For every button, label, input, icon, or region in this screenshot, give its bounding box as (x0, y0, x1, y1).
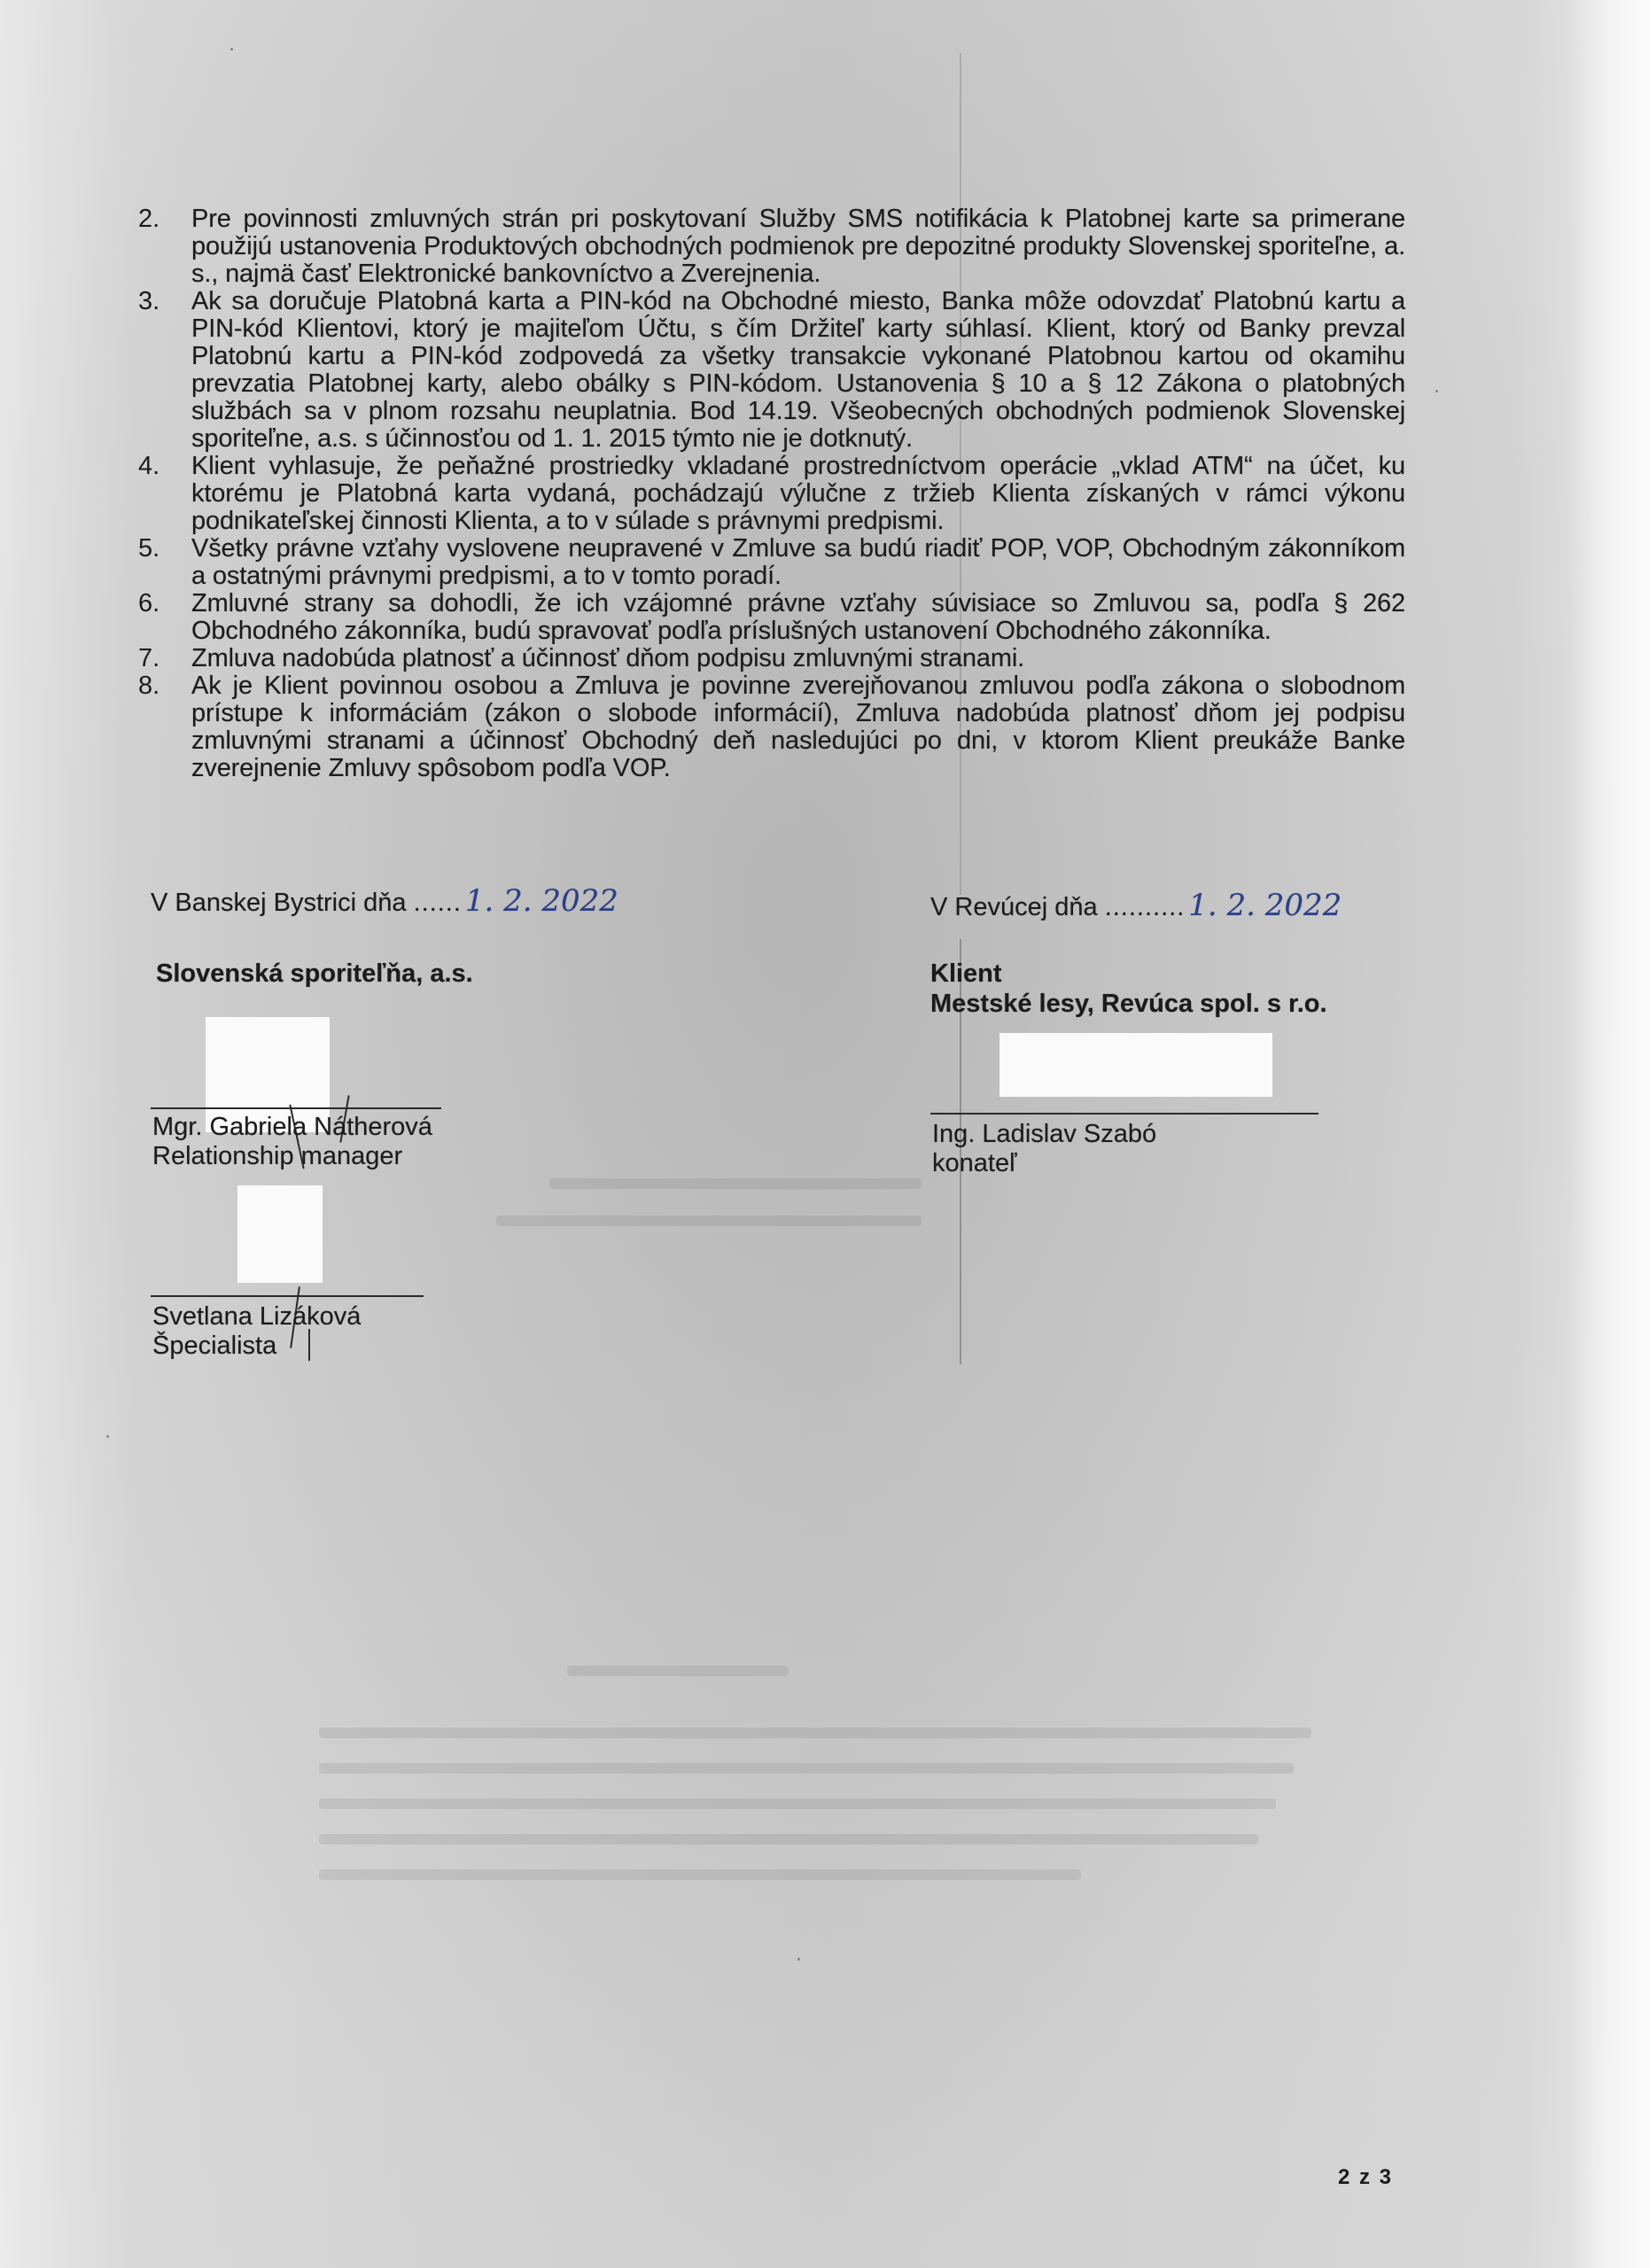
clause-item (138, 645, 1405, 672)
signature-line (151, 1295, 424, 1297)
clause-text: Zmluvné strany sa dohodli, že ich vzájomné právne vzťahy súvisiace so Zmluvou sa, podľa § 262 Obchodného zákonníka, budú spravovať podľa príslušných ustanovení Obchodného zákonníka. (191, 589, 1405, 645)
clause-item (138, 288, 1405, 453)
page-number: 2 z 3 (1338, 2165, 1394, 2189)
clause-number: 4. (138, 452, 160, 480)
bank-signatory-2 (152, 1302, 361, 1361)
client-label: Klient (930, 959, 1002, 988)
clause-number: 5. (138, 534, 160, 563)
redacted-signature (237, 1185, 323, 1283)
clause-number: 7. (138, 644, 160, 672)
redacted-signature (1000, 1033, 1272, 1097)
show-through-text (319, 1834, 1258, 1845)
clause-number: 3. (138, 287, 160, 315)
bank-signatory-1 (152, 1113, 432, 1171)
clause-text: Zmluva nadobúda platnosť a účinnosť dňom podpisu zmluvnými stranami. (191, 644, 1025, 672)
handwritten-date: 1. 2. 2022 (464, 883, 618, 919)
clause-item (138, 590, 1405, 645)
signature-line (930, 1113, 1318, 1115)
scan-edge (1568, 0, 1649, 2268)
clause-text: Pre povinnosti zmluvných strán pri poskytovaní Služby SMS notifikácia k Platobnej karte sa primerane použijú ustanovenia Produktových obchodných podmienok pre depozitné produkty Slovenskej sporiteľne, a. s., najmä časť Elektronické bankovníctvo a Zverejnenia. (191, 205, 1405, 288)
show-through-text (549, 1178, 922, 1189)
show-through-text (319, 1728, 1311, 1738)
signatory-role: Špecialista (152, 1332, 277, 1360)
clause-number: 6. (138, 589, 160, 617)
bank-party (156, 959, 473, 989)
show-through-text (319, 1869, 1081, 1880)
clause-number: 8. (138, 672, 160, 700)
signatory-name: Mgr. Gabriela Nátherová (152, 1113, 432, 1141)
signatory-role: konateľ (932, 1149, 1017, 1177)
client-signatory (932, 1120, 1156, 1178)
show-through-text (319, 1763, 1294, 1774)
clause-text: Ak je Klient povinnou osobou a Zmluva je povinne zverejňovanou zmluvou podľa zákona o slobodnom prístupe k informáciám (zákon o slobode informácií), Zmluva nadobúda platnosť dňom jej podpisu zmluvnými stranami a účinnosť Obchodný deň nasledujúci po dni, v ktorom Klient preukáže Banke zverejnenie Zmluvy spôsobom podľa VOP. (191, 672, 1405, 782)
show-through-text (567, 1666, 789, 1676)
signing-place-bank (151, 883, 618, 919)
handwritten-date: 1. 2. 2022 (1188, 888, 1342, 923)
client-name: Mestské lesy, Revúca spol. s r.o. (930, 990, 1327, 1018)
signatory-name: Svetlana Lizáková (152, 1302, 362, 1331)
show-through-text (496, 1216, 922, 1226)
clause-text: Ak sa doručuje Platobná karta a PIN-kód na Obchodné miesto, Banka môže odovzdať Platobnú kartu a PIN-kód Klientovi, ktorý je majiteľom Účtu, s čím Držiteľ karty súhlasí. Klient, ktorý od Banky prevzal Platobnú kartu a PIN-kód zodpovedá za všetky transakcie vykonané Platobnou kartou od okamihu prevzatia Platobnej karty, alebo obálky s PIN-kódom. Ustanovenia § 10 a § 12 Zákona o platobných službách sa v plnom rozsahu neuplatnia. Bod 14.19. Všeobecných obchodných podmienok Slovenskej sporiteľne, a.s. s účinnosťou od 1. 1. 2015 týmto nie je dotknutý. (191, 287, 1405, 453)
signature-line (151, 1107, 441, 1109)
scan-speck (106, 1435, 109, 1438)
client-party (930, 959, 1327, 1019)
scan-speck (1435, 390, 1438, 392)
clause-item (138, 453, 1405, 535)
dotted-fill: .......... (1104, 893, 1186, 921)
scan-speck (230, 48, 233, 50)
bank-name: Slovenská sporiteľňa, a.s. (156, 959, 473, 988)
signatory-role: Relationship manager (152, 1142, 403, 1170)
clause-number: 2. (138, 205, 160, 233)
clause-text: Klient vyhlasuje, že peňažné prostriedky vkladané prostredníctvom operácie „vklad ATM“ na účet, ku ktorému je Platobná karta vydaná, pochádzajú výlučne z tržieb Klienta získaných v rámci výkonu podnikateľskej činnosti Klienta, a to v súlade s právnymi predpismi. (191, 452, 1405, 535)
dotted-fill: ...... (413, 889, 462, 917)
clause-item (138, 672, 1405, 782)
place-label: V Banskej Bystrici dňa (151, 889, 407, 917)
clause-item (138, 206, 1405, 288)
clause-text: Všetky právne vzťahy vyslovene neupravené v Zmluve sa budú riadiť POP, VOP, Obchodným zákonníkom a ostatnými právnymi predpismi, a to v tomto poradí. (191, 534, 1405, 590)
clause-list (138, 206, 1405, 782)
scan-speck (797, 1958, 800, 1961)
signatory-name: Ing. Ladislav Szabó (932, 1120, 1157, 1148)
clause-item (138, 535, 1405, 590)
show-through-text (319, 1798, 1276, 1809)
place-label: V Revúcej dňa (930, 893, 1098, 921)
signing-place-client (930, 890, 1342, 922)
